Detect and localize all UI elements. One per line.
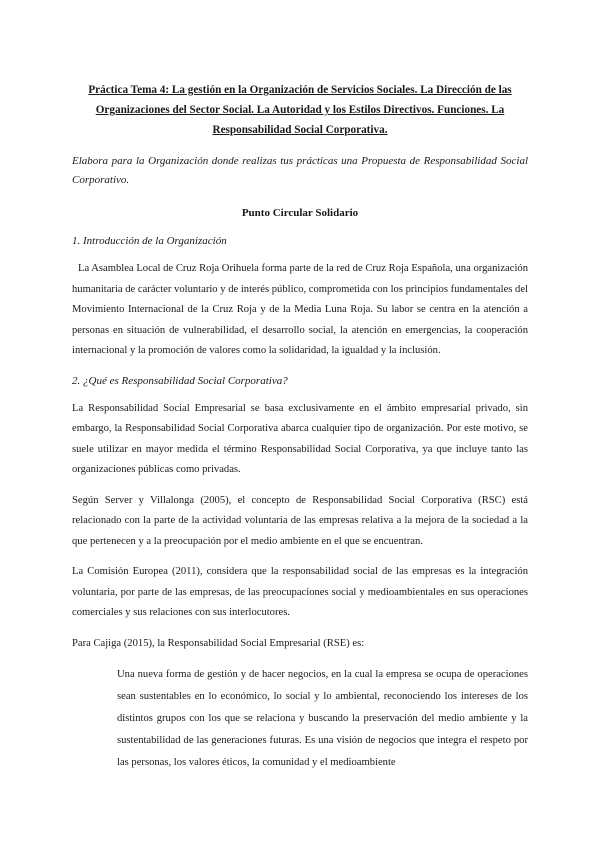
paragraph-comision-europea: La Comisión Europea (2011), considera que la responsabilidad social de las empresas es la integración voluntaria, por parte de las empresas, de las preocupaciones social y medioambientales en sus operaciones comerciales y sus relaciones con sus interlocutores.: [72, 566, 528, 618]
section-heading-rsc: 2. ¿Qué es Responsabilidad Social Corporativa?: [72, 374, 288, 387]
block-quote-cajiga: Una nueva forma de gestión y de hacer negocios, en la cual la empresa se ocupa de operaciones sean sustentables en lo económico, lo social y lo ambiental, reconociendo los intereses de los distintos grupos con los que se relaciona y buscando la preservación del medio ambiente y la sustentabilidad de las generaciones futuras. Es una visión de negocios que integra el respeto por las personas, los valores éticos, la comunidad y el medioambiente: [117, 669, 528, 768]
document-title: Práctica Tema 4: La gestión en la Organización de Servicios Sociales. La Dirección de las Organizaciones del Sector Social. La Autoridad y los Estilos Directivos. Funciones. La Responsabilidad Social Corporativa.: [88, 84, 512, 136]
paragraph-introduction: La Asamblea Local de Cruz Roja Orihuela forma parte de la red de Cruz Roja Española, una organización humanitaria de carácter voluntario y de interés público, comprometida con los principios fundamentales del Movimiento Internacional de la Cruz Roja y de la Media Luna Roja. Su labor se centra en la atención a personas en situación de vulnerabilidad, el desarrollo social, la atención en emergencias, la cooperación internacional y la promoción de valores como la solidaridad, la igualdad y la inclusión.: [72, 263, 528, 356]
paragraph-server-villalonga: Según Server y Villalonga (2005), el concepto de Responsabilidad Social Corporativa (RSC) está relacionado con la parte de la actividad voluntaria de las empresas relativa a la mejora de la sociedad a la que pertenecen y a la preocupación por el medio ambiente en el que se encuentran.: [72, 494, 528, 547]
paragraph-cajiga-lead: Para Cajiga (2015), la Responsabilidad Social Empresarial (RSE) es:: [72, 637, 365, 649]
section-heading-introduction: 1. Introducción de la Organización: [72, 235, 227, 247]
proposal-title: Punto Circular Solidario: [241, 207, 359, 219]
paragraph-rsc-definition: La Responsabilidad Social Empresarial se basa exclusivamente en el ámbito empresarial privado, sin embargo, la Responsabilidad Social Corporativa abarca cualquier tipo de organización. Por este motivo, se suele utilizar en mayor medida el término Responsabilidad Social Corporativa, ya que incluye tanto las organizaciones públicas como privadas.: [72, 402, 528, 475]
assignment-statement: Elabora para la Organización donde realizas tus prácticas una Propuesta de Responsabilidad Social Corporativo.: [72, 155, 528, 186]
